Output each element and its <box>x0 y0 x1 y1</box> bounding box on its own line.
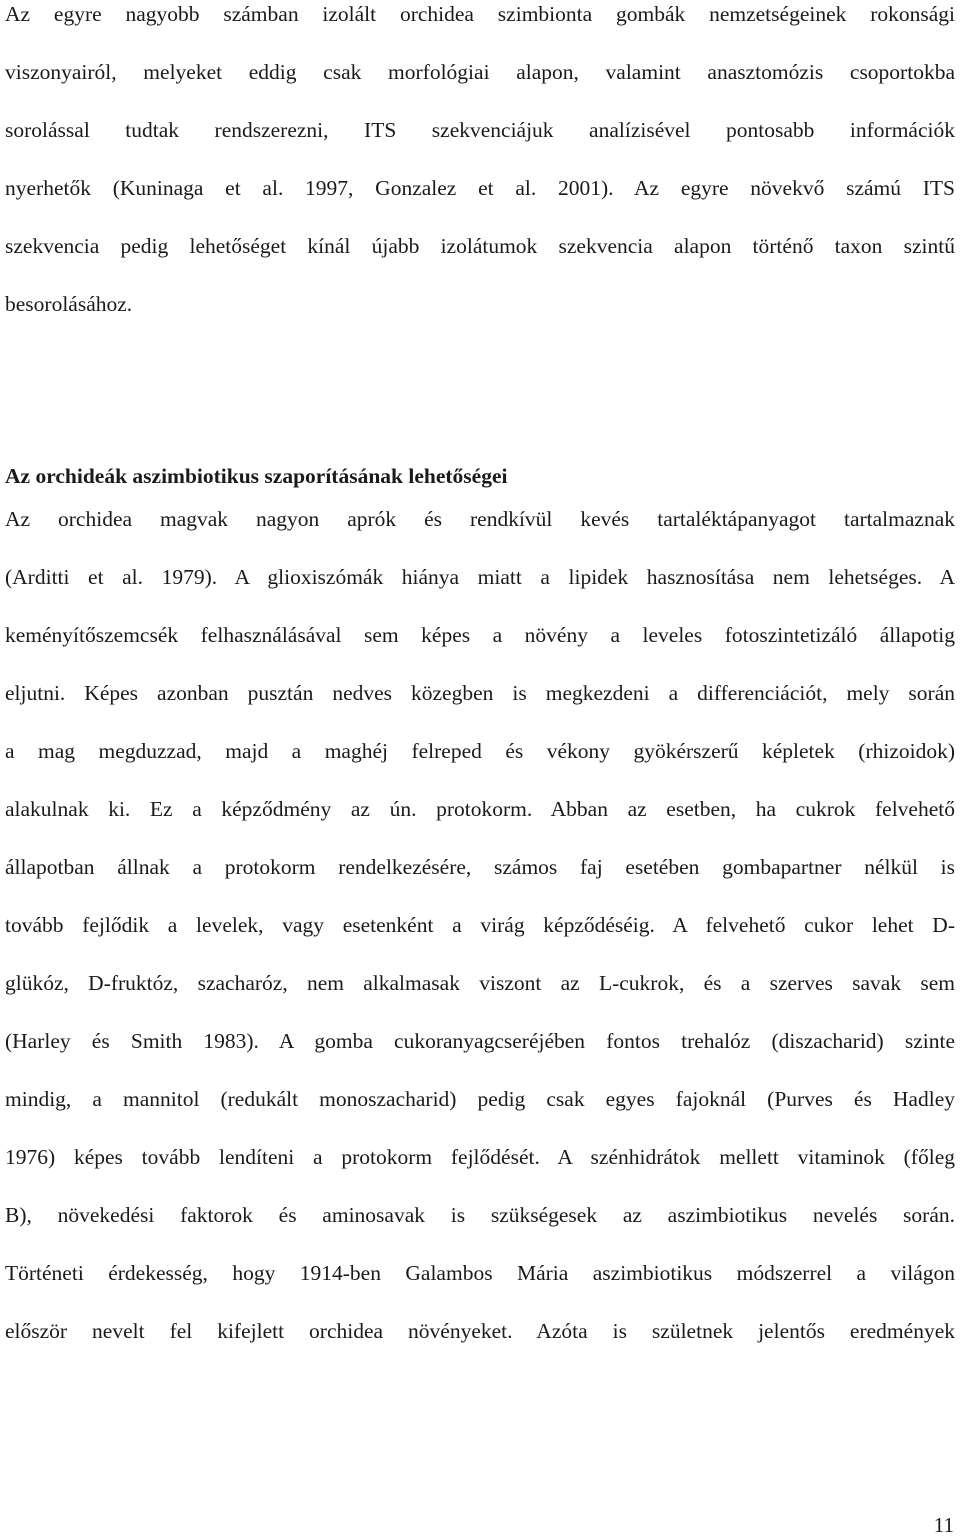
text-line: mindig, a mannitol (redukált monoszacharid) pedig csak egyes fajoknál (Purves és Hadley <box>5 1087 955 1111</box>
text-line: eljutni. Képes azonban pusztán nedves közegben is megkezdeni a differenciációt, mely során <box>5 681 955 705</box>
text-line: 1976) képes tovább lendíteni a protokorm fejlődését. A szénhidrátok mellett vitaminok (főleg <box>5 1145 955 1169</box>
text-line: viszonyairól, melyeket eddig csak morfológiai alapon, valamint anasztomózis csoportokba <box>5 60 955 84</box>
text-line: (Arditti et al. 1979). A glioxiszómák hiánya miatt a lipidek hasznosítása nem lehetséges. A <box>5 565 955 589</box>
text-line: állapotban állnak a protokorm rendelkezésére, számos faj esetében gombapartner nélkül is <box>5 855 955 879</box>
text-line: besorolásához. <box>5 292 133 316</box>
text-line: nyerhetők (Kuninaga et al. 1997, Gonzalez et al. 2001). Az egyre növekvő számú ITS <box>5 176 955 200</box>
page-number: 11 <box>933 1513 954 1537</box>
paragraph-asymbiotic-propagation <box>5 505 955 1375</box>
section-heading: Az orchideák aszimbiotikus szaporításának lehetőségei <box>5 464 508 488</box>
text-line: alakulnak ki. Ez a képződmény az ún. protokorm. Abban az esetben, ha cukrok felvehető <box>5 797 955 821</box>
text-line: keményítőszemcsék felhasználásával sem képes a növény a leveles fotoszintetizáló állapotig <box>5 623 955 647</box>
paragraph-its-sequencing <box>5 0 955 348</box>
text-line: szekvencia pedig lehetőséget kínál újabb izolátumok szekvencia alapon történő taxon szintű <box>5 234 955 258</box>
text-line: először nevelt fel kifejlett orchidea növényeket. Azóta is születnek jelentős eredmények <box>5 1319 955 1343</box>
text-line: tovább fejlődik a levelek, vagy esetenként a virág képződéséig. A felvehető cukor lehet D- <box>5 913 955 937</box>
text-line: (Harley és Smith 1983). A gomba cukoranyagcseréjében fontos trehalóz (diszacharid) szinte <box>5 1029 955 1053</box>
text-line: a mag megduzzad, majd a maghéj felreped és vékony gyökérszerű képletek (rhizoidok) <box>5 739 955 763</box>
text-line: glükóz, D-fruktóz, szacharóz, nem alkalmasak viszont az L-cukrok, és a szerves savak sem <box>5 971 955 995</box>
text-line: B), növekedési faktorok és aminosavak is szükségesek az aszimbiotikus nevelés során. <box>5 1203 955 1227</box>
text-line: Az orchidea magvak nagyon aprók és rendkívül kevés tartaléktápanyagot tartalmaznak <box>5 507 955 531</box>
text-line: Az egyre nagyobb számban izolált orchidea szimbionta gombák nemzetségeinek rokonsági <box>5 2 955 26</box>
text-line: Történeti érdekesség, hogy 1914-ben Galambos Mária aszimbiotikus módszerrel a világon <box>5 1261 955 1285</box>
text-line: sorolással tudtak rendszerezni, ITS szekvenciájuk analízisével pontosabb információk <box>5 118 955 142</box>
